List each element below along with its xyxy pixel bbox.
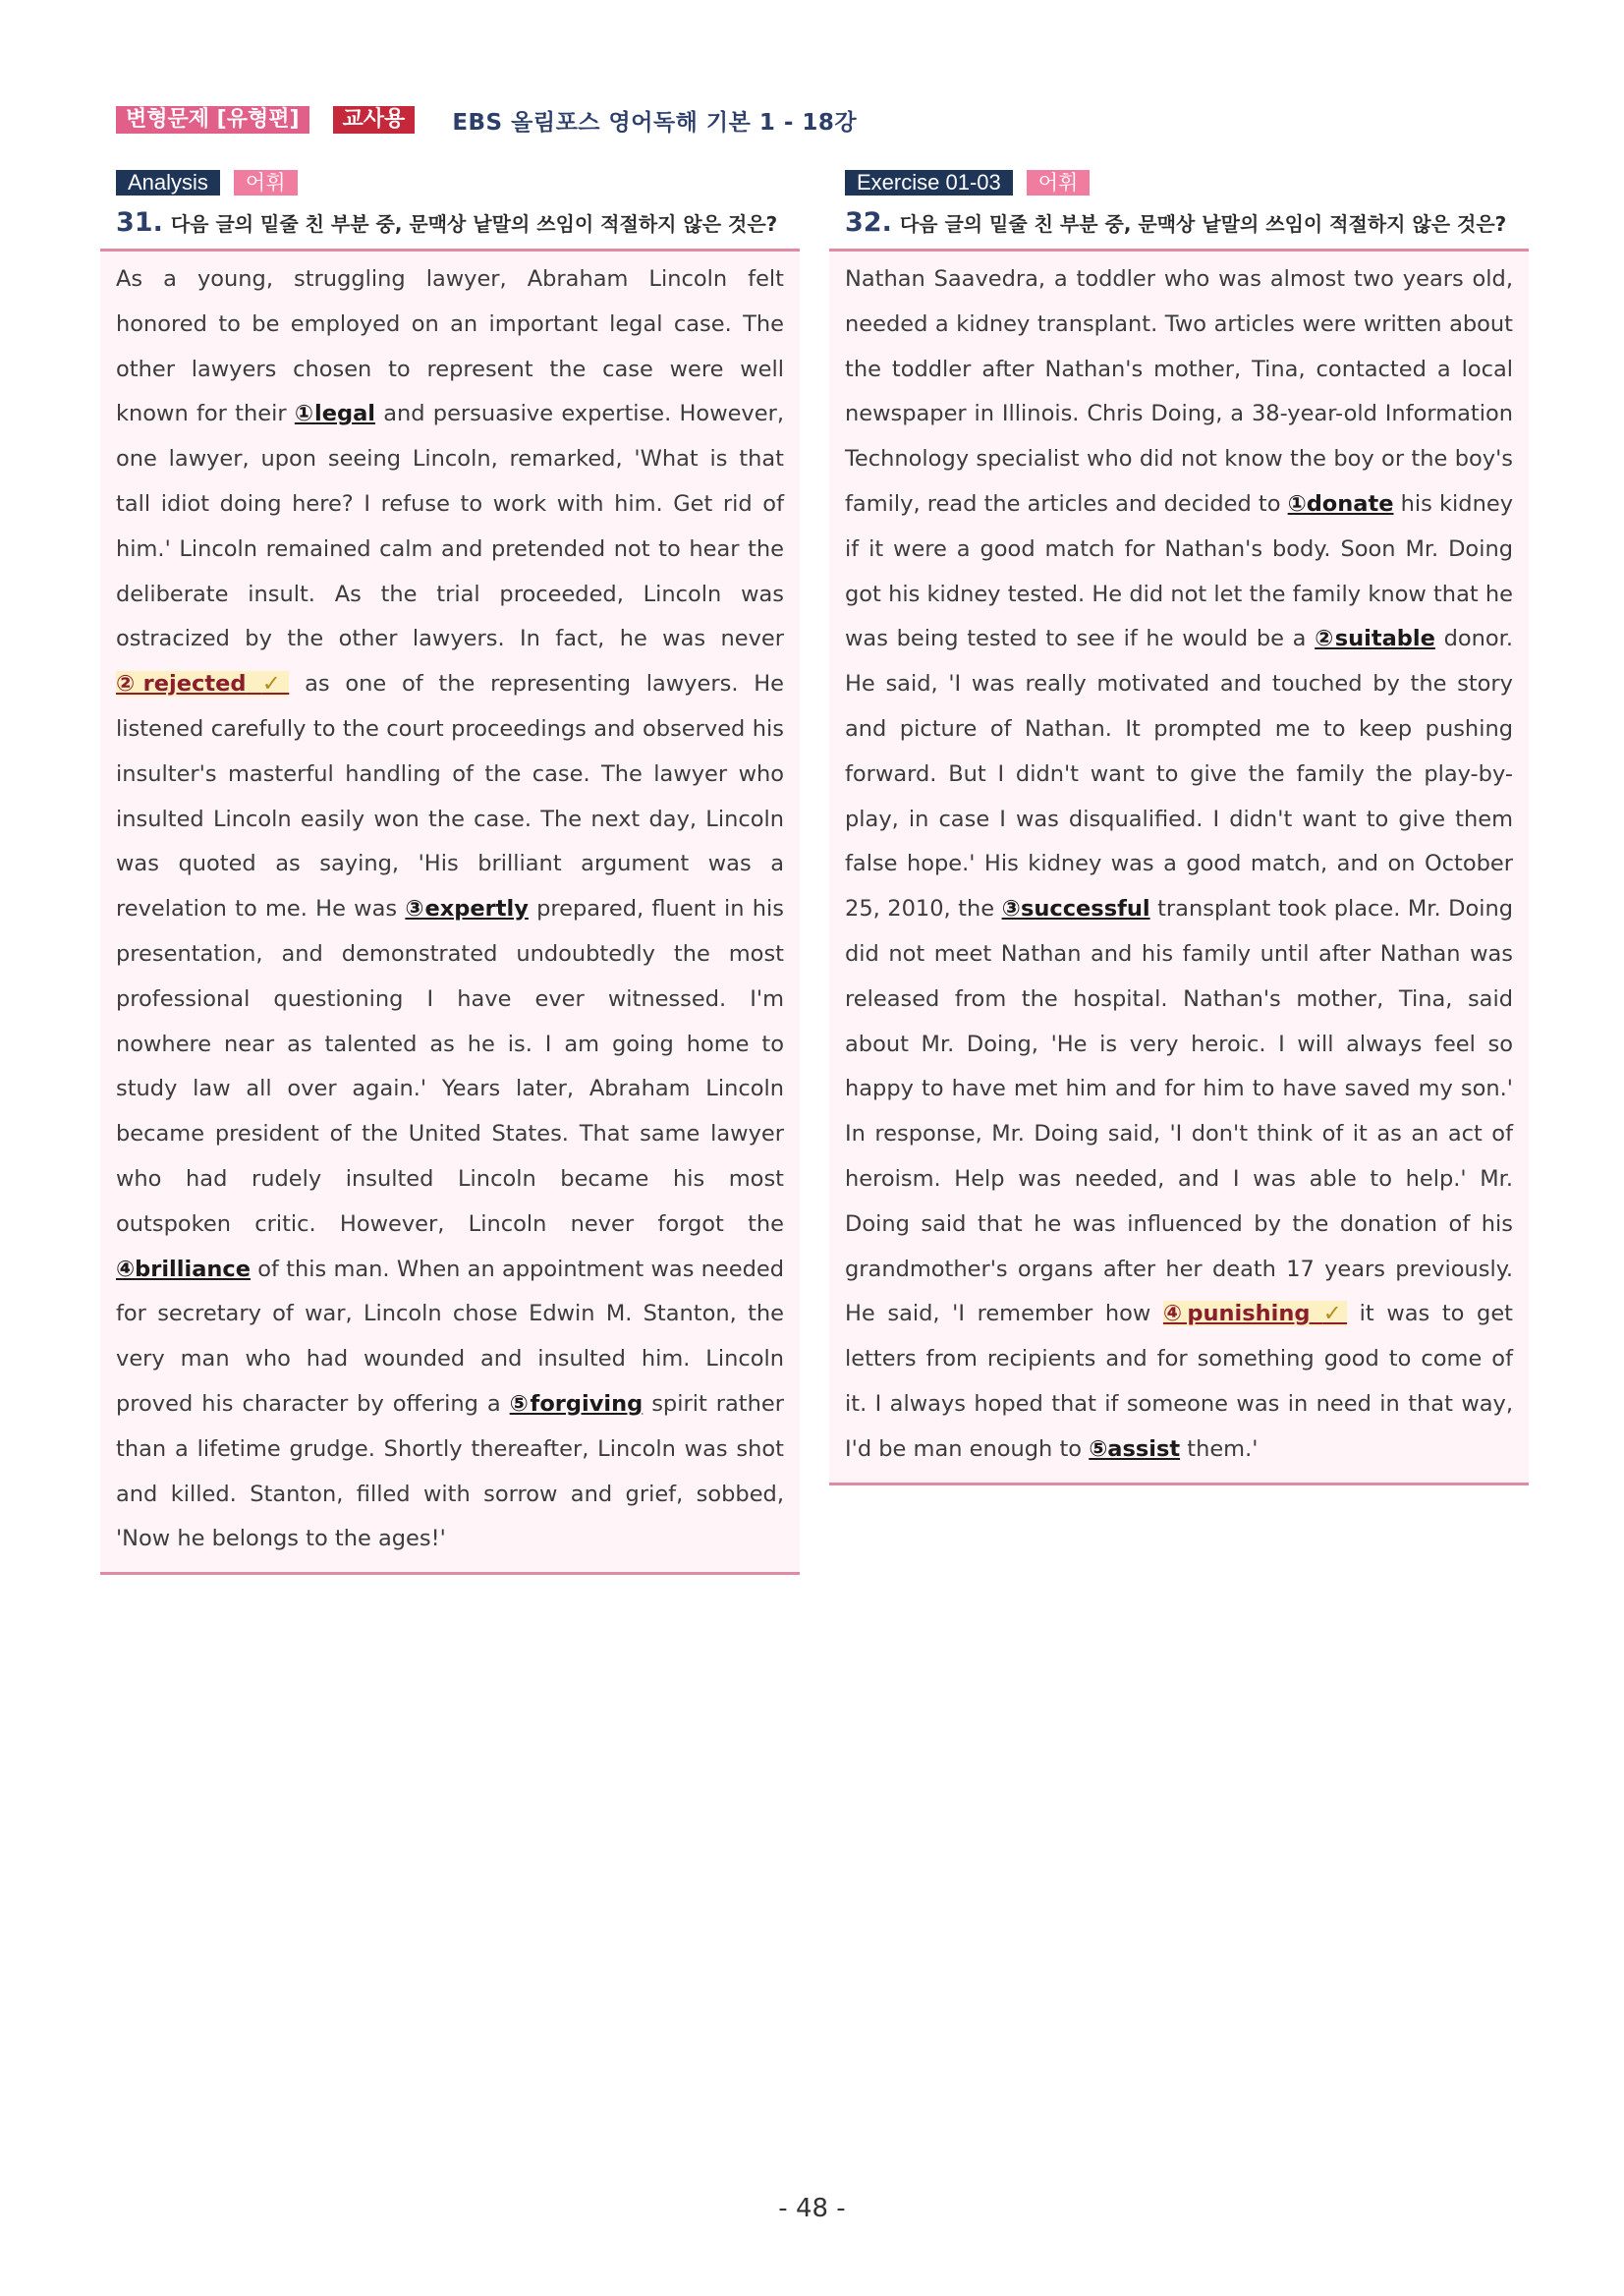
passage-segment: As a young, struggling lawyer, Abraham Lincoln felt honored to be employed on an important legal case. The other lawyers chosen to represent the case were well known for their [116, 266, 784, 427]
passage-box [100, 249, 800, 1575]
choice-2-answer [116, 671, 289, 697]
check-icon: ✓ [261, 671, 290, 698]
passage-text [116, 257, 784, 1562]
question-prompt [845, 204, 1513, 243]
passage-segment: donor. He said, 'I was really motivated and touched by the story and picture of Nathan. It prompted me to keep pushing forward. But I didn't want to give the family the play-by-play, in case I was disqualified. I didn't want to give them false hope.' His kidney was a good match, and on October 25, 2010, the [845, 626, 1513, 923]
question-prompt [116, 204, 784, 243]
question-labels [845, 169, 1529, 196]
question-32-column [829, 169, 1529, 1485]
page-header [116, 104, 857, 136]
question-text: 다음 글의 밑줄 친 부분 중, 문맥상 낱말의 쓰임이 적절하지 않은 것은? [170, 212, 778, 236]
choice-5: ⑤forgiving [509, 1390, 644, 1417]
choice-5: ⑤assist [1089, 1435, 1181, 1462]
passage-segment: it was to get letters from recipients and for something good to come of it. I always hoped that if someone was in need in that way, I'd be man enough to [845, 1301, 1513, 1462]
page-title: EBS 올림포스 영어독해 기본 1 - 18강 [452, 109, 858, 136]
passage-text [845, 257, 1513, 1473]
question-number: 32. [845, 207, 892, 238]
type-tag: 변형문제 [유형편] [116, 106, 309, 134]
question-text: 다음 글의 밑줄 친 부분 중, 문맥상 낱말의 쓰임이 적절하지 않은 것은? [899, 212, 1507, 236]
choice-2: ②rejected [116, 671, 247, 698]
check-icon: ✓ [1322, 1301, 1348, 1327]
passage-box [829, 249, 1529, 1485]
choice-4-answer [1163, 1301, 1347, 1326]
choice-3: ③successful [1001, 896, 1150, 923]
exercise-label: Exercise 01-03 [845, 170, 1013, 196]
vocab-label: 어휘 [234, 170, 298, 196]
choice-1: ①donate [1287, 490, 1394, 517]
passage-segment: transplant took place. Mr. Doing did not meet Nathan and his family until after Nathan was released from the hospital. Nathan's mother, Tina, said about Mr. Doing, 'He is very heroic. I will always feel so happy to have met him and for him to have saved my son.' In response, Mr. Doing said, 'I don't think of it as an act of heroism. Help was needed, and I was able to help.' Mr. Doing said that he was influenced by the donation of his grandmother's organs after her death 17 years previously. He said, 'I remember how [845, 896, 1514, 1327]
passage-segment: of this man. When an appointment was needed for secretary of war, Lincoln chose Edwin M. Stanton, the very man who had wounded and insulted him. Lincoln proved his character by offering a [116, 1256, 785, 1417]
question-labels [116, 169, 800, 196]
passage-segment: as one of the representing lawyers. He listened carefully to the court proceedings and observed his insulter's masterful handling of the case. The lawyer who insulted Lincoln easily won the case. The next day, Lincoln was quoted as saying, 'His brilliant argument was a revelation to me. He was [116, 671, 784, 923]
choice-2: ②suitable [1315, 626, 1435, 652]
choice-1: ①legal [294, 401, 375, 427]
choice-4: ④punishing [1162, 1301, 1311, 1327]
question-31-column [100, 169, 800, 1575]
choice-3: ③expertly [405, 896, 529, 923]
passage-segment: and persuasive expertise. However, one lawyer, upon seeing Lincoln, remarked, 'What is that tall idiot doing here? I refuse to work with him. Get rid of him.' Lincoln remained calm and pretended not to hear the deliberate insult. As the trial proceeded, Lincoln was ostracized by the other lawyers. In fact, he was never [116, 401, 784, 652]
vocab-label: 어휘 [1027, 170, 1091, 196]
question-number: 31. [116, 207, 163, 238]
passage-segment: Nathan Saavedra, a toddler who was almost two years old, needed a kidney transplant. Two articles were written about the toddler after Nathan's mother, Tina, contacted a local newspaper in Illinois. Chris Doing, a 38-year-old Information Technology specialist who did not know the boy or the boy's family, read the articles and decided to [845, 266, 1513, 517]
choice-4: ④brilliance [116, 1256, 251, 1282]
passage-segment: them.' [1180, 1435, 1259, 1462]
analysis-label: Analysis [116, 170, 220, 196]
page-number: - 48 - [778, 2194, 846, 2223]
passage-segment: his kidney if it were a good match for Nathan's body. Soon Mr. Doing got his kidney tested. He did not let the family know that he was being tested to see if he would be a [845, 490, 1514, 652]
teacher-tag: 교사용 [333, 106, 416, 134]
passage-segment: prepared, fluent in his presentation, and demonstrated undoubtedly the most professional questioning I have ever witnessed. I'm nowhere near as talented as he is. I am going home to study law all over again.' Years later, Abraham Lincoln became president of the United States. That same lawyer who had rudely insulted Lincoln became his most outspoken critic. However, Lincoln never forgot the [116, 896, 784, 1237]
passage-segment: spirit rather than a lifetime grudge. Shortly thereafter, Lincoln was shot and killed. Stanton, filled with sorrow and grief, sobbed, 'Now he belongs to the ages!' [116, 1390, 784, 1552]
